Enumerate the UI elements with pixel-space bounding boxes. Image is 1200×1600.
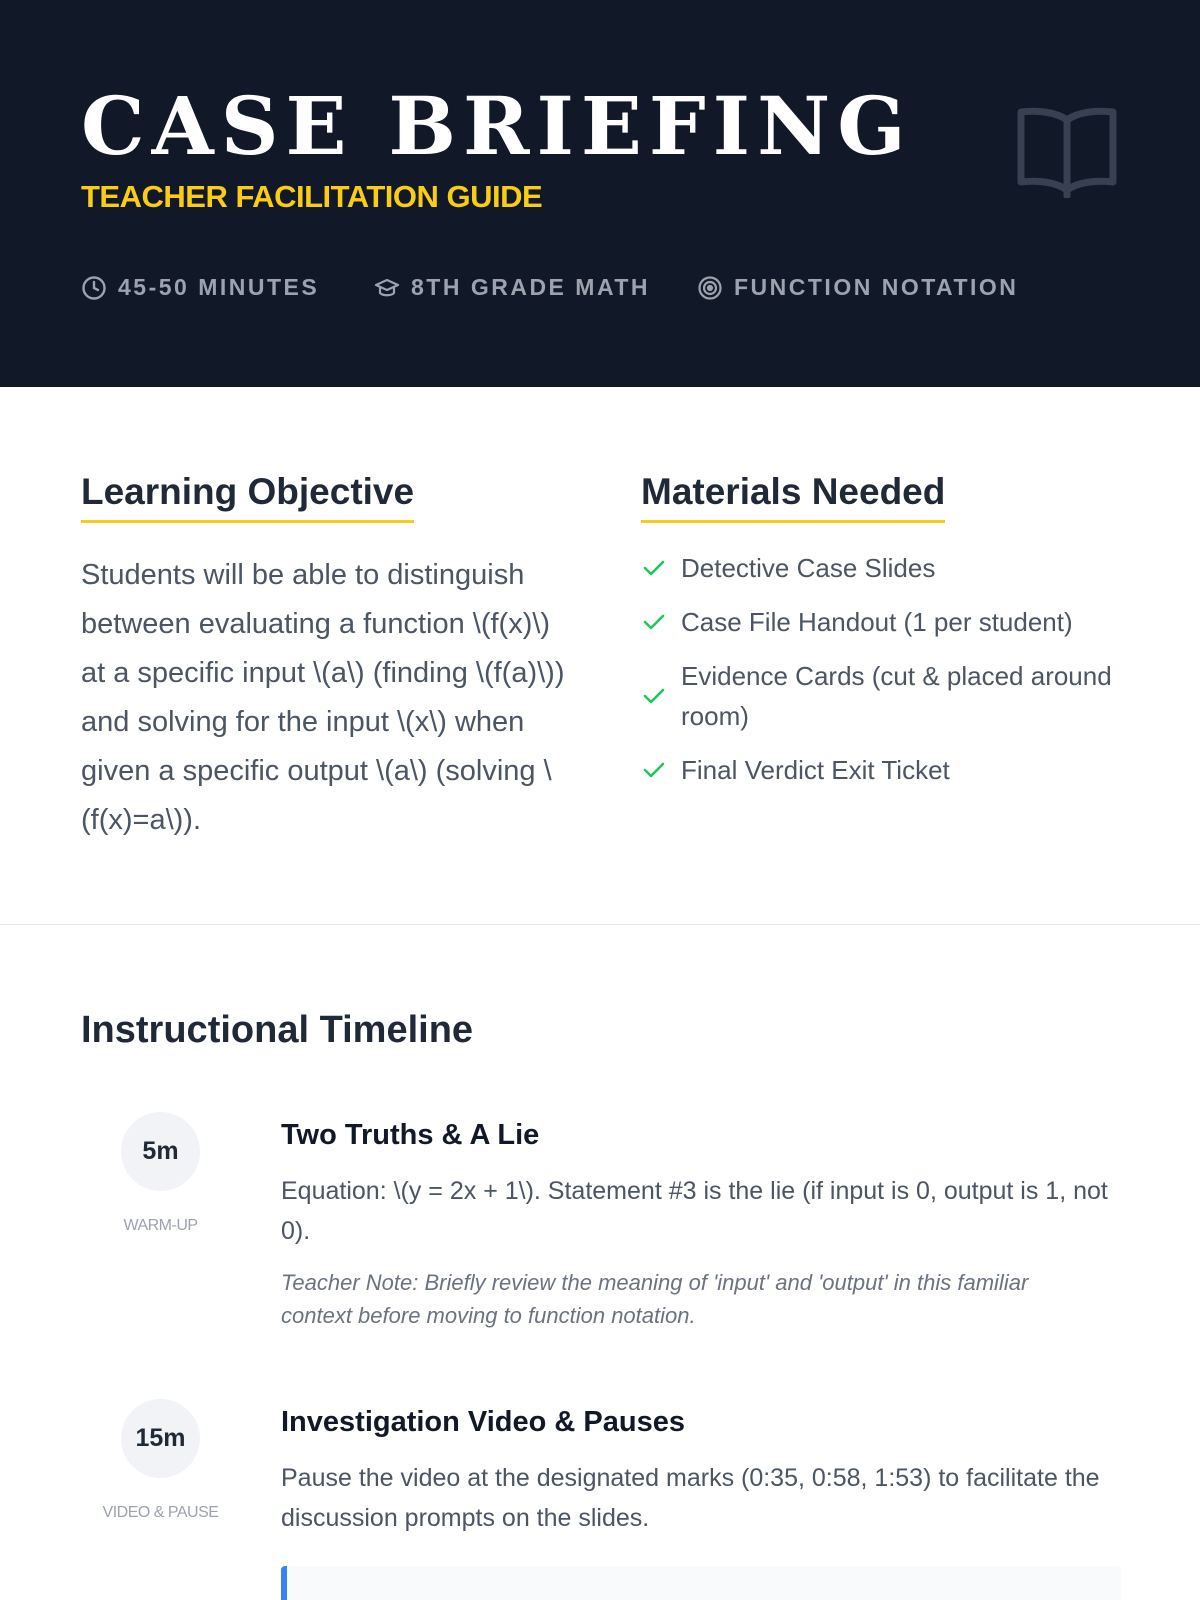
duration-badge: 15m (121, 1399, 200, 1478)
meta-topic (697, 274, 1018, 301)
objective-text: Students will be able to distinguish between evaluating a function \(f(x)\) at a specific input \(a\) (finding \(f(a)\)) and solving for the input \(x\) when given a specific output \(a\) (solving \(f(x)=a\)). (81, 559, 565, 836)
check-icon (641, 609, 667, 635)
meta-duration-label: 45-50 MINUTES (118, 274, 320, 300)
check-icon (641, 555, 667, 581)
book-open-icon (1016, 104, 1118, 198)
timeline-item-title: Investigation Video & Pauses (281, 1406, 685, 1438)
timeline-item-title: Two Truths & A Lie (281, 1119, 540, 1151)
duration-badge: 5m (121, 1112, 200, 1191)
teacher-note: Teacher Note: Briefly review the meaning of 'input' and 'output' in this familiar context before moving to function notation. (281, 1270, 1029, 1328)
timeline-item-description: Equation: \(y = 2x + 1\). Statement #3 is the lie (if input is 0, output is 1, not 0). (281, 1177, 1108, 1245)
phase-label: WARM-UP (123, 1217, 198, 1234)
material-label: Evidence Cards (cut & placed around room) (681, 661, 1112, 731)
list-item (641, 750, 1131, 790)
objective-heading: Learning Objective (81, 470, 414, 523)
clock-icon (81, 275, 107, 301)
material-label: Detective Case Slides (681, 553, 936, 583)
materials-list (641, 548, 1131, 804)
list-item (641, 602, 1131, 642)
materials-heading: Materials Needed (641, 470, 945, 523)
timeline-heading: Instructional Timeline (81, 1009, 474, 1051)
page-subtitle: TEACHER FACILITATION GUIDE (81, 179, 543, 214)
meta-topic-label: FUNCTION NOTATION (734, 274, 1019, 300)
meta-grade (374, 274, 650, 301)
graduation-cap-icon (374, 275, 400, 301)
phase-label: VIDEO & PAUSE (102, 1504, 219, 1521)
meta-duration (81, 274, 319, 301)
target-icon (697, 275, 723, 301)
page-title: CASE BRIEFING (81, 79, 913, 173)
discussion-callout (281, 1566, 1121, 1600)
meta-grade-label: 8TH GRADE MATH (411, 274, 651, 300)
list-item (641, 656, 1131, 736)
check-icon (641, 683, 667, 709)
check-icon (641, 757, 667, 783)
list-item (641, 548, 1131, 588)
timeline-item-description: Pause the video at the designated marks (0:35, 0:58, 1:53) to facilitate the discussion prompts on the slides. (281, 1464, 1100, 1532)
header-banner (0, 0, 1200, 387)
section-divider (0, 924, 1200, 925)
material-label: Final Verdict Exit Ticket (681, 755, 950, 785)
material-label: Case File Handout (1 per student) (681, 607, 1073, 637)
